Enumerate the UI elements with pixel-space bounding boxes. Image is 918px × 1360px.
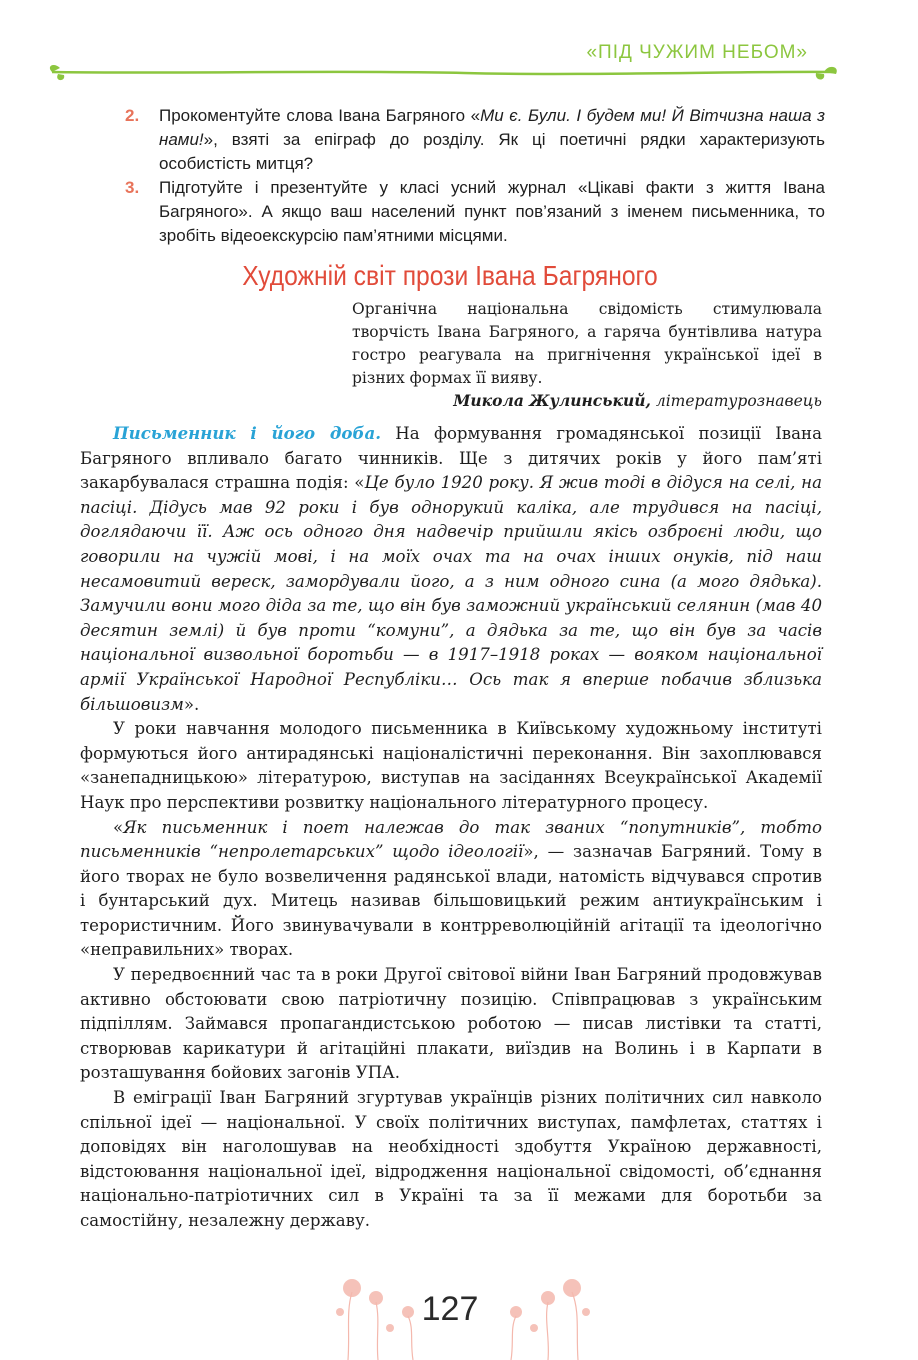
paragraph: В еміграції Іван Багряний згуртував українців різних політичних сил навколо спільної ідеї — національної. У своїх політичних виступах, памфлетах, статтях і доповідях він наголошував на необхідності здобуття Україною державності, відстоювання національної ідеї, відродження національної свідомості, об’єднання національно-патріотичних сил в Україні та за її межами для боротьби за самостійну, незалежну державу. [80, 1088, 822, 1230]
task-list [125, 104, 825, 248]
epigraph-text: Органічна національна свідомість стимулювала творчість Івана Багряного, а гаряча бунтівлива натура гостро реагувала на пригнічення української ідеї в різних формах її вияву. [352, 300, 822, 387]
epigraph-author-role: літературознавець [655, 392, 822, 410]
task-text: », взяті за епіграф до розділу. Як ці поетичні рядки характеризують особистість митця? [159, 130, 825, 173]
epigraph-author [453, 391, 822, 410]
paragraph: У роки навчання молодого письменника в Київському художньому інституті формуються його антирадянські націоналістичні переконання. Він захоплювався «занепадницькою» літературою, виступав на засіданнях Всеукраїнської Академії Наук про перспективи розвитку національного літературного процесу. [80, 719, 822, 812]
main-text [80, 421, 822, 1234]
paragraph-text: ». [183, 694, 200, 714]
task-item [125, 104, 825, 176]
paragraph [80, 816, 822, 964]
section-title: Художній світ прози Івана Багряного [242, 260, 658, 291]
task-text: Прокоментуйте слова Івана Багряного « [159, 106, 481, 125]
running-head: «ПІД ЧУЖИМ НЕБОМ» [586, 42, 808, 63]
paragraph-quote: Це було 1920 року. Я жив тоді в дідуся на селі, на пасіці. Дідусь мав 92 роки і був однорукий каліка, але трудився на пасіці, доглядаючи її. Аж ось одного дня надвечір прийшли якісь озброєні люди, що говорили на чужій мові, і на моїх очах та на очах інших онуків, під наш несамовитий вереск, замордували його, а з ним одного сина (а мого дядька). Замучили вони мого діда за те, що він був заможний український селянин (мав 40 десятин землі) й був проти “комуни”, а дядька за те, що він був за часів національної визвольної боротьби — в 1917–1918 роках — вояком національної армії Української Народної Республіки… Ось так я вперше побачив зблизька більшовизм [80, 473, 823, 714]
page-number: 127 [421, 1290, 479, 1328]
task-quote: Ми є. Були. І будем ми! Й Вітчизна наша з нами! [159, 106, 825, 149]
task-number: 2. [125, 106, 140, 125]
paragraph: У передвоєнний час та в роки Другої світової війни Іван Багряний продовжував активно обстоювати свою патріотичну позицію. Співпрацював з українським підпіллям. Займався пропагандистською роботою — писав листівки та статті, створював карикатури й агітаційні плакати, виїздив на Волинь і в Карпати в розташування бойових загонів УПА. [80, 965, 822, 1083]
paragraph-text: « [113, 817, 124, 837]
task-text: Підготуйте і презентуйте у класі усний журнал «Цікаві факти з життя Івана Багряного». А якщо ваш населений пункт пов’язаний з іменем письменника, то зробіть відеоекскурсію пам’ятними місцями. [159, 178, 825, 245]
paragraph-text: », — зазначав Багряний. Тому в його творах не було возвеличення радянської влади, натомість відчувався спротив і бунтарський дух. Митець називав більшовицький режим антиукраїнським і терористичним. Його звинувачували в контрреволюційній агітації та ідеологічно «неправильних» творах. [80, 842, 822, 960]
vine-ornament-icon [44, 62, 844, 84]
task-item [125, 176, 825, 248]
paragraph-text: На формування громадянської позиції Івана Багряного впливало багато чинників. Ще з дитячих років у його пам’яті закарбувалася страшна подія: « [80, 424, 822, 493]
paragraph [80, 421, 822, 717]
paragraph-quote: Як письменник і поет належав до так званих “попутників”, тобто письменників “непролетарських” щодо ідеології [80, 817, 822, 862]
paragraph-lead: Письменник і його доба. [113, 423, 381, 443]
task-number: 3. [125, 178, 140, 197]
epigraph-author-name: Микола Жулинський, [453, 391, 651, 410]
